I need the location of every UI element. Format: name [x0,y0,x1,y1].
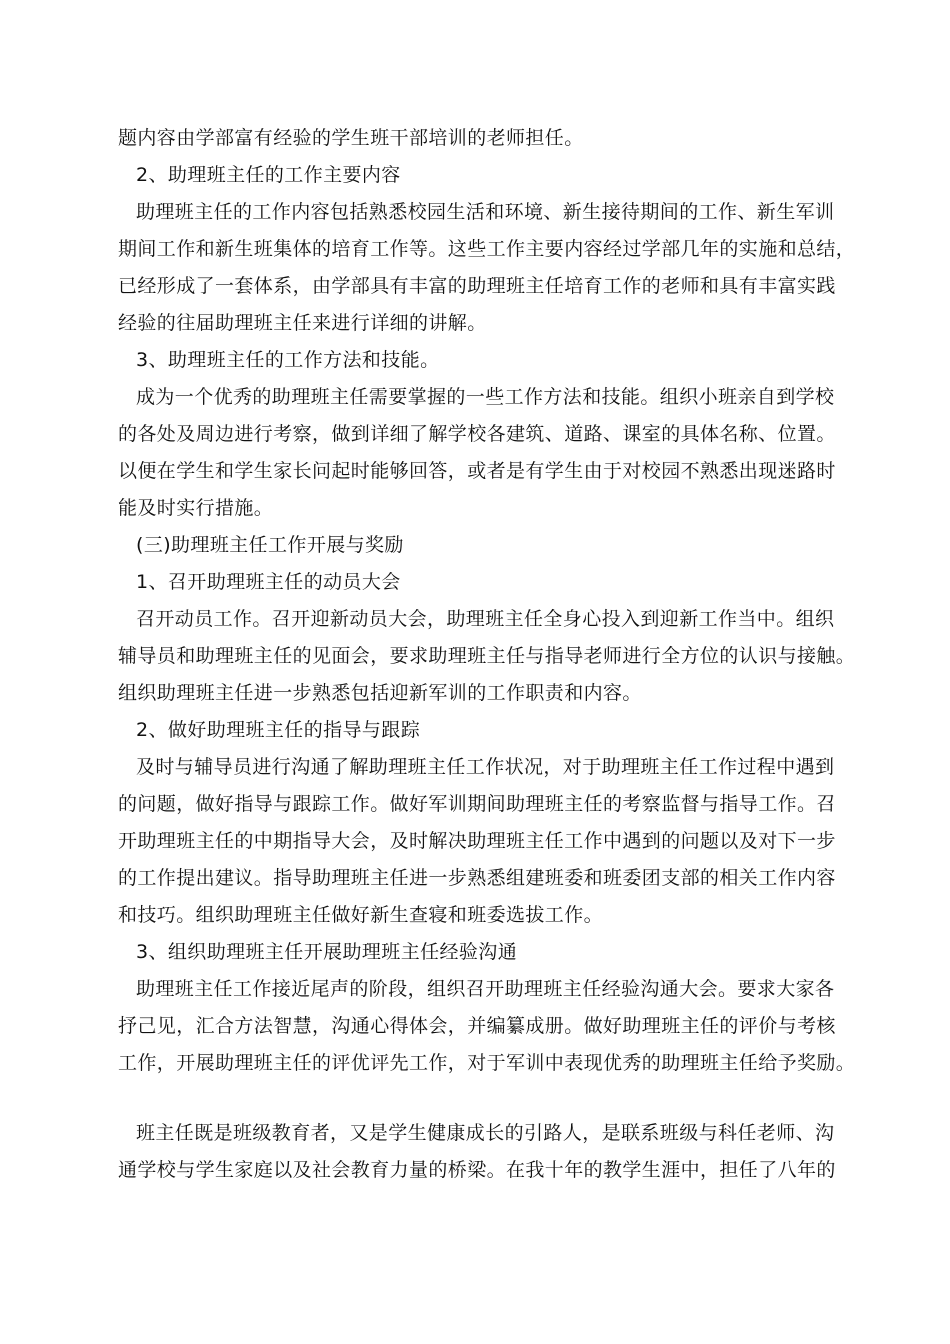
text-line: 能及时实行措施。 [118,497,274,519]
text-line: 的工作提出建议。指导助理班主任进一步熟悉组建班委和班委团支部的相关工作内容 [118,867,836,889]
text-line: 开助理班主任的中期指导大会，及时解决助理班主任工作中遇到的问题以及对下一步 [118,830,836,852]
text-line: 题内容由学部富有经验的学生班干部培训的老师担任。 [118,127,584,149]
text-line: 和技巧。组织助理班主任做好新生查寝和班委选拔工作。 [118,904,604,926]
section-heading: 3、组织助理班主任开展助理班主任经验沟通 [136,941,518,963]
text-line: 班主任既是班级教育者，又是学生健康成长的引路人，是联系班级与科任老师、沟 [136,1122,835,1144]
text-line: 及时与辅导员进行沟通了解助理班主任工作状况，对于助理班主任工作过程中遇到 [136,756,835,778]
text-line: 的各处及周边进行考察，做到详细了解学校各建筑、道路、课室的具体名称、位置。 [118,423,836,445]
text-line: 组织助理班主任进一步熟悉包括迎新军训的工作职责和内容。 [118,682,642,704]
text-line: 以便在学生和学生家长问起时能够回答，或者是有学生由于对校园不熟悉出现迷路时 [118,460,836,482]
section-heading: 1、召开助理班主任的动员大会 [136,571,401,593]
text-line: 助理班主任工作接近尾声的阶段，组织召开助理班主任经验沟通大会。要求大家各 [136,978,835,1000]
text-line: 抒己见，汇合方法智慧，沟通心得体会，并编纂成册。做好助理班主任的评价与考核 [118,1015,836,1037]
text-line: 经验的往届助理班主任来进行详细的讲解。 [118,312,487,334]
text-line: 助理班主任的工作内容包括熟悉校园生活和环境、新生接待期间的工作、新生军训 [136,201,835,223]
text-line: 工作，开展助理班主任的评优评先工作，对于军训中表现优秀的助理班主任给予奖励。 [118,1052,856,1074]
text-line: 已经形成了一套体系，由学部具有丰富的助理班主任培育工作的老师和具有丰富实践 [118,275,836,297]
text-line: 通学校与学生家庭以及社会教育力量的桥梁。在我十年的教学生涯中，担任了八年的 [118,1159,836,1181]
text-line: 成为一个优秀的助理班主任需要掌握的一些工作方法和技能。组织小班亲自到学校 [136,386,835,408]
section-heading: 2、助理班主任的工作主要内容 [136,164,401,186]
text-line: 辅导员和助理班主任的见面会，要求助理班主任与指导老师进行全方位的认识与接触。 [118,645,856,667]
section-heading: 2、做好助理班主任的指导与跟踪 [136,719,421,741]
text-line: 的问题，做好指导与跟踪工作。做好军训期间助理班主任的考察监督与指导工作。召 [118,793,836,815]
section-heading: 3、助理班主任的工作方法和技能。 [136,349,440,371]
text-line: 召开动员工作。召开迎新动员大会，助理班主任全身心投入到迎新工作当中。组织 [136,608,835,630]
section-heading: (三)助理班主任工作开展与奖励 [136,534,404,556]
text-line: 期间工作和新生班集体的培育工作等。这些工作主要内容经过学部几年的实施和总结， [118,238,856,260]
